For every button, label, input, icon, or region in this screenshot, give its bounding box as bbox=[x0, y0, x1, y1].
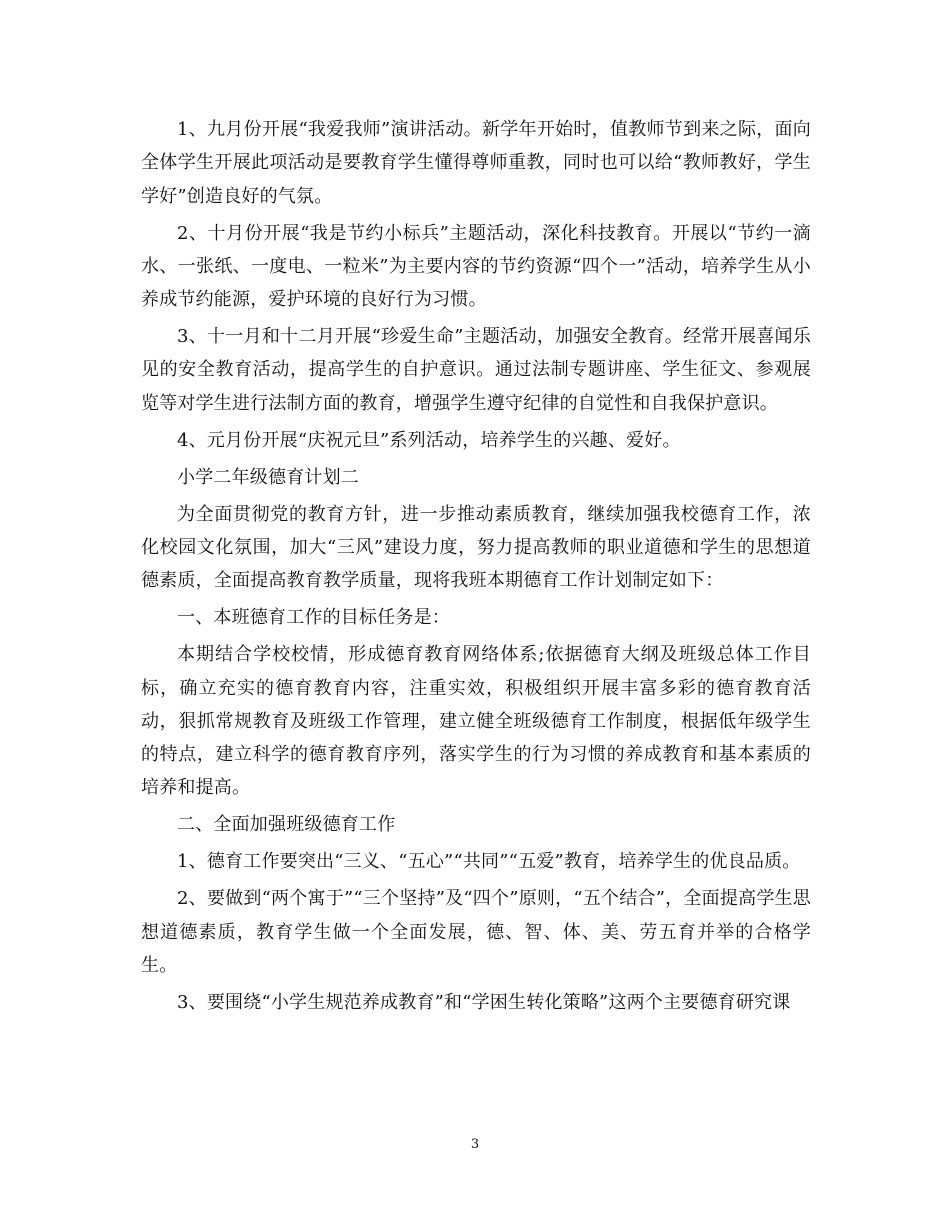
paragraph-item-2: 2、要做到“两个寓于”“三个坚持”及“四个”原则，“五个结合”，全面提高学生思想道德素质，教育学生做一个全面发展，德、智、体、美、劳五育并举的合格学生。 bbox=[141, 888, 811, 976]
heading-goals: 一、本班德育工作的目标任务是： bbox=[177, 607, 450, 629]
paragraph-item-3: 3、要围绕“小学生规范养成教育”和“学困生转化策略”这两个主要德育研究课 bbox=[177, 991, 791, 1013]
document-body bbox=[141, 113, 811, 1023]
paragraph-activity-january: 4、元月份开展“庆祝元旦”系列活动，培养学生的兴趣、爱好。 bbox=[177, 429, 681, 451]
paragraph-item-1: 1、德育工作要突出“三义、“五心”“共同”“五爱”教育，培养学生的优良品质。 bbox=[177, 851, 801, 873]
section-title-plan-two: 小学二年级德育计划二 bbox=[177, 466, 359, 488]
paragraph-goals: 本期结合学校校情，形成德育教育网络体系;依据德育大纲及班级总体工作目标，确立充实的德育教育内容，注重实效，积极组织开展丰富多彩的德育教育活动，狠抓常规教育及班级工作管理，建立健全班级德育工作制度，根据低年级学生的特点，建立科学的德育教育序列，落实学生的行为习惯的养成教育和基本素质的培养和提高。 bbox=[141, 644, 811, 799]
paragraph-activity-november-december: 3、十一月和十二月开展“珍爱生命”主题活动，加强安全教育。经常开展喜闻乐见的安全教育活动，提高学生的自护意识。通过法制专题讲座、学生征文、参观展览等对学生进行法制方面的教育，增强学生遵守纪律的自觉性和自我保护意识。 bbox=[141, 326, 811, 414]
paragraph-activity-october: 2、十月份开展“我是节约小标兵”主题活动，深化科技教育。开展以“节约一滴水、一张纸、一度电、一粒米”为主要内容的节约资源“四个一”活动，培养学生从小养成节约能源，爱护环境的良好行为习惯。 bbox=[141, 222, 811, 311]
paragraph-activity-september: 1、九月份开展“我爱我师”演讲活动。新学年开始时，值教师节到来之际，面向全体学生开展此项活动是要教育学生懂得尊师重教，同时也可以给“教师教好，学生学好”创造良好的气氛。 bbox=[141, 119, 811, 207]
paragraph-introduction: 为全面贯彻党的教育方针，进一步推动素质教育，继续加强我校德育工作，浓化校园文化氛围，加大“三风”建设力度，努力提高教师的职业道德和学生的思想道德素质，全面提高教育教学质量，现将我班本期德育工作计划制定如下： bbox=[141, 503, 811, 592]
heading-strengthen-work: 二、全面加强班级德育工作 bbox=[177, 814, 396, 836]
page-number: 3 bbox=[470, 1137, 480, 1152]
